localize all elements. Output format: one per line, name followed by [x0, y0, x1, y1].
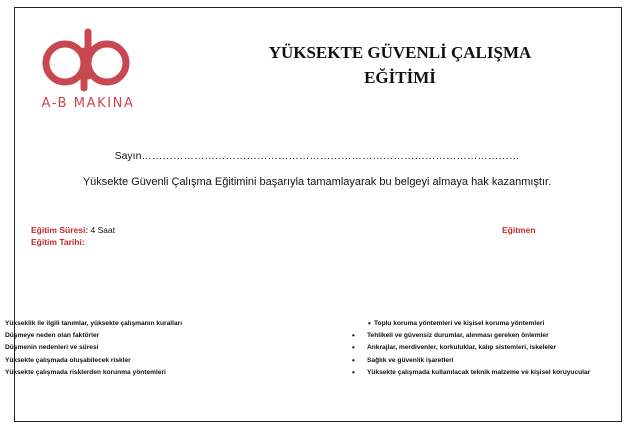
- list-item: • Tehlikeli ve güvensiz durumlar, alınması gereken önlemler: [352, 331, 549, 341]
- topics-list-right: [352, 318, 590, 379]
- date-label: Eğitim Tarihi:: [31, 237, 85, 247]
- bullet-icon: •: [352, 343, 355, 353]
- bullet-icon: •: [352, 367, 355, 377]
- list-item: • Yüksekte çalışmada kullanılacak teknik malzeme ve kişisel koruyucular: [352, 367, 591, 377]
- ab-logo-mark-icon: [41, 26, 135, 92]
- list-item: • Toplu koruma yöntemleri ve kişisel koruma yöntemleri: [368, 319, 545, 328]
- training-duration: [31, 225, 115, 235]
- title-line-1: YÜKSEKTE GÜVENLİ ÇALIŞMA: [268, 43, 532, 62]
- duration-label: Eğitim Süresi:: [31, 225, 89, 235]
- topics-list-left: [5, 318, 182, 379]
- bullet-icon: •: [352, 331, 355, 341]
- list-item: Yüksekte çalışmada risklerden korunma yöntemleri: [5, 368, 166, 376]
- trainer-label: Eğitmen: [502, 225, 536, 235]
- recipient-line: Sayın………………………………………………………………………………………………: [114, 150, 520, 162]
- company-logo: [28, 26, 148, 118]
- list-item: • Sağlık ve güvenlik işaretleri: [352, 355, 454, 365]
- certificate-statement: Yüksekte Güvenli Çalışma Eğitimini başarıyla tamamlayarak bu belgeyi almaya hak kazanmıştır.: [82, 176, 552, 188]
- duration-value: 4 Saat: [88, 225, 116, 235]
- training-date: [31, 237, 85, 247]
- bullet-icon: •: [352, 355, 355, 365]
- list-item: Düşmenin nedenleri ve süresi: [5, 344, 99, 352]
- logo-text: A-B MAKINA: [41, 96, 135, 111]
- certificate-title: [230, 40, 570, 90]
- list-item: Düşmeye neden olan faktörler: [5, 332, 100, 340]
- list-item: Yüksekte çalışmada oluşabilecek riskler: [5, 356, 131, 364]
- list-item: • Ankrajlar, merdivenler, korkuluklar, kalıp sistemleri, iskeleler: [352, 343, 557, 353]
- list-item: Yükseklik ile ilgili tanımlar, yüksekte çalışmanın kuralları: [5, 320, 183, 327]
- bullet-icon: •: [368, 319, 371, 328]
- title-line-2: EĞİTİMİ: [364, 68, 436, 87]
